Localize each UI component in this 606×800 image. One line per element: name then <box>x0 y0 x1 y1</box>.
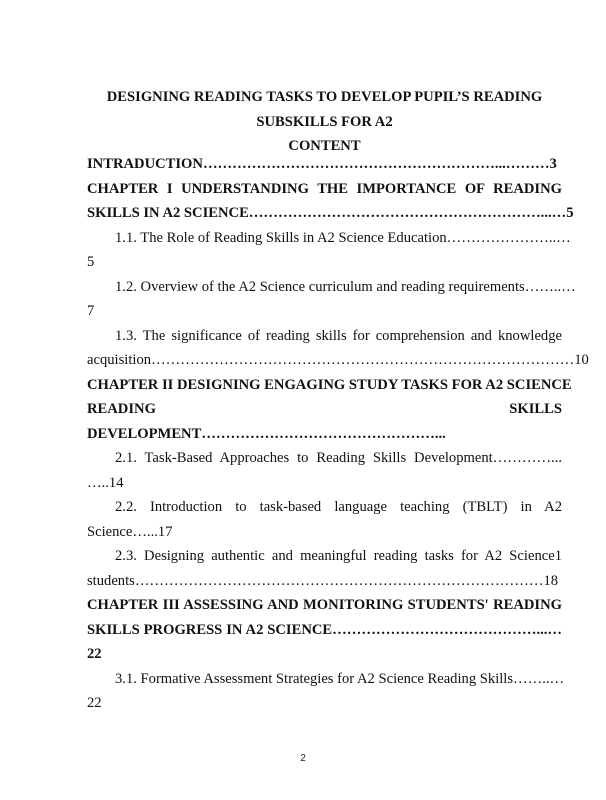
toc-entry-2-1-page: …..14 <box>87 474 124 491</box>
toc-entry-1-3-line-2[interactable]: acquisition……………………………………………………………………………10 <box>87 352 589 368</box>
toc-entry-1-1[interactable]: 1.1. The Role of Reading Skills in A2 Science Education…………………..… <box>115 229 571 246</box>
table-of-contents <box>87 152 589 716</box>
toc-entry-1-2-page: 7 <box>87 303 95 319</box>
toc-entry-chapter-2-line-2[interactable]: READING SKILLS <box>87 401 562 417</box>
document-title-line-1: DESIGNING READING TASKS TO DEVELOP PUPIL’S READING <box>106 89 543 105</box>
toc-entry-chapter-3-page: 22 <box>87 646 102 662</box>
toc-entry-chapter-1-line-1[interactable]: CHAPTER I UNDERSTANDING THE IMPORTANCE OF READING <box>87 180 562 197</box>
toc-entry-2-2[interactable]: 2.2. Introduction to task-based language teaching (TBLT) in A2 <box>115 499 562 515</box>
toc-entry-chapter-2-line-3[interactable]: DEVELOPMENT…………………………………………... <box>87 425 446 442</box>
toc-entry-2-3-line-2[interactable]: students…………………………………………………………………………18 <box>87 572 559 589</box>
toc-entry-1-2[interactable]: 1.2. Overview of the A2 Science curriculum and reading requirements……..… <box>115 278 576 295</box>
content-heading: CONTENT <box>288 138 361 154</box>
toc-entry-2-3-line-1[interactable]: 2.3. Designing authentic and meaningful reading tasks for A2 Science1 <box>115 548 562 564</box>
toc-entry-chapter-2-line-1[interactable]: CHAPTER II DESIGNING ENGAGING STUDY TASKS FOR A2 SCIENCE <box>87 376 572 393</box>
toc-entry-chapter-3-line-2[interactable]: SKILLS PROGRESS IN A2 SCIENCE……………………………………...… <box>87 621 562 638</box>
toc-entry-3-1[interactable]: 3.1. Formative Assessment Strategies for A2 Science Reading Skills……..… <box>115 670 565 687</box>
toc-entry-chapter-1-line-2[interactable]: SKILLS IN A2 SCIENCE……………………………………………………...…5 <box>87 205 574 221</box>
toc-entry-1-3-line-1[interactable]: 1.3. The significance of reading skills for comprehension and knowledge <box>115 327 562 344</box>
toc-entry-chapter-3-line-1[interactable]: CHAPTER III ASSESSING AND MONITORING STUDENTS' READING <box>87 597 562 613</box>
document-title-line-2: SUBSKILLS FOR A2 <box>256 113 393 130</box>
toc-entry-2-1[interactable]: 2.1. Task-Based Approaches to Reading Skills Development…………... <box>115 450 562 466</box>
toc-entry-3-1-page: 22 <box>87 695 102 711</box>
toc-entry-introduction[interactable]: INTRADUCTION……………………………………………………...………3 <box>87 156 557 172</box>
toc-entry-1-1-page: 5 <box>87 254 95 270</box>
page-number: 2 <box>300 753 306 764</box>
toc-entry-2-2-page: Science…...17 <box>87 523 173 540</box>
